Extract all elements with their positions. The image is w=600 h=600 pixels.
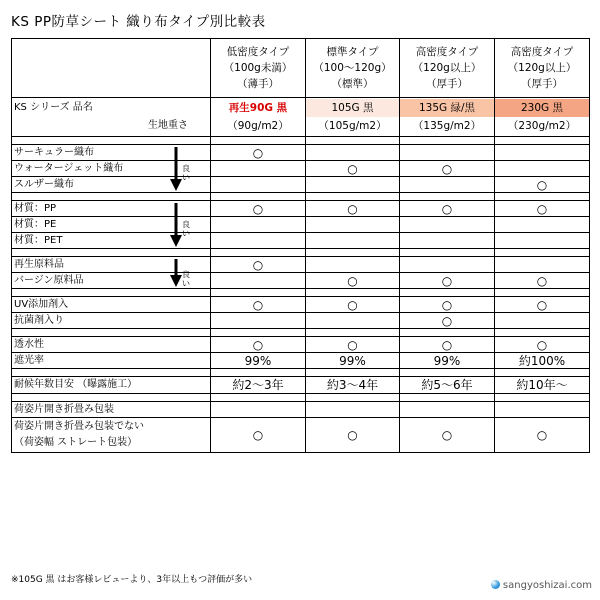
product-cell bbox=[306, 98, 400, 137]
table-row bbox=[12, 402, 590, 418]
mark-cell: ○ bbox=[495, 418, 590, 453]
row-label: ウォータージェット織布 bbox=[12, 161, 211, 177]
table-row bbox=[12, 418, 590, 453]
spacer-cell bbox=[306, 137, 400, 145]
mark-cell: 99% bbox=[211, 353, 306, 369]
spacer-cell bbox=[211, 289, 306, 297]
row-label: 耐候年数目安 （曝露施工） bbox=[12, 377, 211, 394]
mark-cell bbox=[306, 402, 400, 418]
row-label: 透水性 bbox=[12, 337, 211, 353]
table-row bbox=[12, 337, 590, 353]
mark-cell: ○ bbox=[306, 337, 400, 353]
comparison-table bbox=[11, 38, 590, 453]
spacer-cell bbox=[400, 394, 495, 402]
row-label: 材質：PET bbox=[12, 233, 211, 249]
mark-cell bbox=[400, 217, 495, 233]
better-arrow-label: 良い bbox=[182, 219, 190, 238]
spacer-cell bbox=[211, 369, 306, 377]
mark-cell: ○ bbox=[400, 313, 495, 329]
row-label: 材質：PE bbox=[12, 217, 211, 233]
mark-cell: ○ bbox=[495, 273, 590, 289]
mark-cell bbox=[211, 402, 306, 418]
spacer-cell bbox=[306, 193, 400, 201]
mark-cell: ○ bbox=[400, 418, 495, 453]
spacer-cell bbox=[400, 249, 495, 257]
product-weight: （230g/m2） bbox=[507, 120, 577, 132]
spacer-cell bbox=[306, 329, 400, 337]
spacer-cell bbox=[211, 329, 306, 337]
mark-cell bbox=[211, 177, 306, 193]
column-header: 高密度タイプ （120g以上） （厚手） bbox=[400, 39, 495, 98]
table-row bbox=[12, 201, 590, 217]
mark-cell bbox=[495, 257, 590, 273]
mark-cell bbox=[495, 161, 590, 177]
spacer-cell bbox=[400, 329, 495, 337]
mark-cell: ○ bbox=[400, 201, 495, 217]
product-weight: （90g/m2） bbox=[227, 120, 289, 132]
table-row bbox=[12, 353, 590, 369]
mark-cell bbox=[306, 233, 400, 249]
mark-cell bbox=[211, 273, 306, 289]
mark-cell bbox=[211, 313, 306, 329]
table-row bbox=[12, 273, 590, 289]
better-arrow-icon bbox=[170, 147, 192, 195]
better-arrow-label: 良い bbox=[182, 163, 190, 182]
footnote: ※105G 黒 はお客様レビューより、3年以上もつ評価が多い bbox=[11, 575, 253, 585]
mark-cell bbox=[400, 402, 495, 418]
column-header: 低密度タイプ （100g未満） （薄手） bbox=[211, 39, 306, 98]
mark-cell bbox=[495, 217, 590, 233]
mark-cell bbox=[211, 233, 306, 249]
mark-cell bbox=[495, 145, 590, 161]
row-label: 再生原料品 bbox=[12, 257, 211, 273]
mark-cell bbox=[400, 145, 495, 161]
spacer-cell bbox=[12, 137, 211, 145]
corner-cell bbox=[12, 39, 211, 98]
column-header: 標準タイプ （100～120g） （標準） bbox=[306, 39, 400, 98]
mark-cell bbox=[211, 217, 306, 233]
row-label: UV添加剤入 bbox=[12, 297, 211, 313]
spacer-cell bbox=[306, 249, 400, 257]
spacer-cell bbox=[495, 289, 590, 297]
table-row bbox=[12, 297, 590, 313]
spacer-cell bbox=[495, 394, 590, 402]
product-name: 135G 緑/黒 bbox=[400, 99, 494, 117]
mark-cell: ○ bbox=[306, 161, 400, 177]
table-row bbox=[12, 145, 590, 161]
mark-cell bbox=[306, 177, 400, 193]
mark-cell: ○ bbox=[400, 161, 495, 177]
mark-cell: ○ bbox=[211, 297, 306, 313]
mark-cell: ○ bbox=[211, 145, 306, 161]
product-weight: （135g/m2） bbox=[412, 120, 482, 132]
table-row bbox=[12, 257, 590, 273]
spacer-cell bbox=[495, 249, 590, 257]
spacer-cell bbox=[400, 289, 495, 297]
logo-icon bbox=[491, 580, 500, 589]
series-label-cell bbox=[12, 98, 211, 137]
better-arrow-label: 良い bbox=[182, 269, 190, 288]
spacer-cell bbox=[495, 137, 590, 145]
spacer-cell bbox=[495, 329, 590, 337]
spacer-cell bbox=[211, 249, 306, 257]
table-row bbox=[12, 377, 590, 394]
mark-cell: ○ bbox=[400, 297, 495, 313]
spacer-cell bbox=[306, 289, 400, 297]
row-label: 荷姿片開き折畳み包装でない （荷姿幅 ストレート包装） bbox=[12, 418, 211, 453]
mark-cell: ○ bbox=[495, 297, 590, 313]
spacer-cell bbox=[306, 394, 400, 402]
series-label: KS シリーズ 品名 bbox=[14, 102, 93, 113]
mark-cell bbox=[400, 257, 495, 273]
spacer-cell bbox=[12, 369, 211, 377]
spacer-cell bbox=[211, 193, 306, 201]
mark-cell: ○ bbox=[306, 418, 400, 453]
spacer-cell bbox=[211, 394, 306, 402]
mark-cell bbox=[306, 257, 400, 273]
spacer-cell bbox=[12, 394, 211, 402]
mark-cell: 約5～6年 bbox=[400, 377, 495, 394]
product-cell bbox=[211, 98, 306, 137]
mark-cell: ○ bbox=[495, 177, 590, 193]
mark-cell bbox=[495, 313, 590, 329]
spacer-cell bbox=[400, 193, 495, 201]
spacer-cell bbox=[495, 193, 590, 201]
mark-cell bbox=[306, 145, 400, 161]
mark-cell: ○ bbox=[306, 273, 400, 289]
product-name: 105G 黒 bbox=[306, 99, 399, 117]
mark-cell: 約100% bbox=[495, 353, 590, 369]
mark-cell: ○ bbox=[400, 337, 495, 353]
mark-cell: ○ bbox=[211, 418, 306, 453]
row-label: スルザー織布 bbox=[12, 177, 211, 193]
mark-cell bbox=[495, 402, 590, 418]
row-label: サーキュラー織布 bbox=[12, 145, 211, 161]
product-name: 230G 黒 bbox=[495, 99, 589, 117]
mark-cell: 約10年～ bbox=[495, 377, 590, 394]
spacer-cell bbox=[400, 137, 495, 145]
mark-cell: ○ bbox=[400, 273, 495, 289]
spacer-cell bbox=[211, 137, 306, 145]
spacer-cell bbox=[306, 369, 400, 377]
mark-cell: ○ bbox=[306, 297, 400, 313]
table-row bbox=[12, 161, 590, 177]
mark-cell: ○ bbox=[211, 201, 306, 217]
row-label: 遮光率 bbox=[12, 353, 211, 369]
table-row bbox=[12, 313, 590, 329]
row-label: 抗菌剤入り bbox=[12, 313, 211, 329]
table-row bbox=[12, 233, 590, 249]
product-cell bbox=[400, 98, 495, 137]
row-label: 材質：PP bbox=[12, 201, 211, 217]
product-name: 再生90G 黒 bbox=[228, 102, 288, 114]
mark-cell: ○ bbox=[495, 201, 590, 217]
mark-cell: ○ bbox=[495, 337, 590, 353]
mark-cell bbox=[400, 177, 495, 193]
table-row bbox=[12, 177, 590, 193]
spacer-cell bbox=[400, 369, 495, 377]
weight-label: 生地重さ bbox=[148, 120, 188, 131]
mark-cell bbox=[211, 161, 306, 177]
spacer-cell bbox=[495, 369, 590, 377]
mark-cell: 約2～3年 bbox=[211, 377, 306, 394]
mark-cell: ○ bbox=[211, 337, 306, 353]
product-weight: （105g/m2） bbox=[318, 120, 387, 132]
spacer-cell bbox=[12, 329, 211, 337]
mark-cell: 99% bbox=[400, 353, 495, 369]
table-row bbox=[12, 217, 590, 233]
product-cell bbox=[495, 98, 590, 137]
row-label: バージン原料品 bbox=[12, 273, 211, 289]
better-arrow-icon bbox=[170, 259, 192, 291]
better-arrow-icon bbox=[170, 203, 192, 251]
page-title: KS PP防草シート 織り布タイプ別比較表 bbox=[11, 14, 266, 30]
mark-cell: ○ bbox=[306, 201, 400, 217]
site-logo: sangyoshizai.com bbox=[491, 580, 592, 591]
mark-cell bbox=[306, 313, 400, 329]
mark-cell bbox=[495, 233, 590, 249]
mark-cell bbox=[400, 233, 495, 249]
column-header: 高密度タイプ （120g以上） （厚手） bbox=[495, 39, 590, 98]
mark-cell: 99% bbox=[306, 353, 400, 369]
mark-cell: 約3～4年 bbox=[306, 377, 400, 394]
mark-cell bbox=[306, 217, 400, 233]
row-label: 荷姿片開き折畳み包装 bbox=[12, 402, 211, 418]
mark-cell: ○ bbox=[211, 257, 306, 273]
